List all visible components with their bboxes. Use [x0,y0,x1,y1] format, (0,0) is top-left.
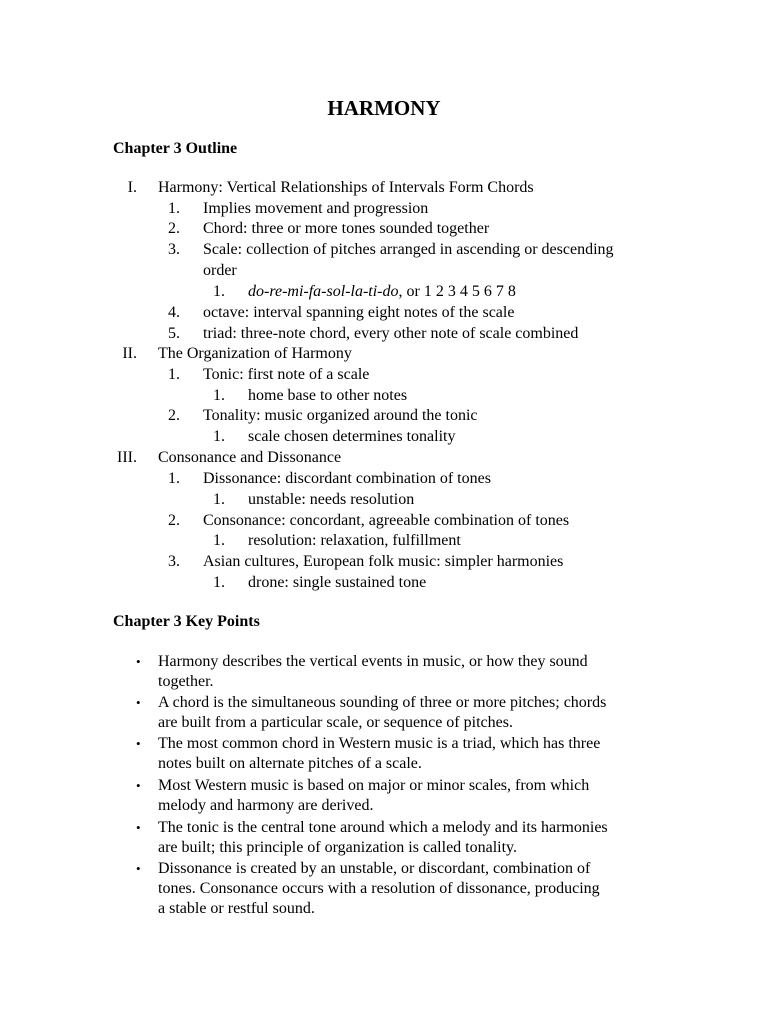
key-point: • The most common chord in Western music is a triad, which has three notes built on alternate pitches of a scale. [136,735,601,772]
page-title: HARMONY [327,96,441,120]
document-page: HARMONY Chapter 3 Outline I. Harmony: Vertical Relationships of Intervals Form Chords 1. Implies movement and progression 2. Chord: three or more tones sounded together 3. Scale: collection of pitches arranged in ascending or descending order 1. do-re-mi-fa-sol-la-ti-do, or 1 2 3 4 5 6 7 8 4. octave: interval spanning eight notes of the scale 5. triad: three-note chord, every other note of scale combined II. The Organization of Harmony 1. Tonic: first note of a scale 1. home base to other notes 2. Tonality: music organized around the tonic 1. scale chosen determines tonality III. Consonance and Dissonance 1. Dissonance: discordant combination of tones 1. unstable: needs resolution 2. Consonance: concordant, agreeable combination of tones 1. resolution: relaxation, fulfillment 3. Asian cultures, European folk music: simpler harmonies 1. drone: single sustained tone Chapter 3 Key Points • Harmony describes the vertical events in music, or how they sound together. • A chord is the simultaneous sounding of three or more pitches; chords are built from a particular scale, or sequence of pitches. • The most common chord in Western music is a triad, which has three notes built on alternate pitches of a scale. • Most Western music is based on major or minor scales, from which melody and harmony are derived. • The tonic is the central tone around which a melody and its harmonies are built; this principle of organization is called tonality. • Dissonance is created by an unstable, or discordant, combination of tones. Consonance occurs with a resolution of dissonance, producing a stable or restful sound. [0,0,768,1024]
key-point: • Most Western music is based on major or minor scales, from which melody and harmony are derived. [136,777,590,814]
key-point: • Harmony describes the vertical events in music, or how they sound together. [136,653,588,690]
outline-heading: Chapter 3 Outline [113,140,238,157]
bullet-icon: • [136,695,141,710]
section-marker: III. [117,449,137,466]
section-text: Harmony: Vertical Relationships of Intervals Form Chords [158,179,534,196]
bullet-icon: • [136,820,141,835]
key-points-heading: Chapter 3 Key Points [113,613,260,630]
key-point: • A chord is the simultaneous sounding of three or more pitches; chords are built from a particular scale, or sequence of pitches. [136,694,607,731]
key-point: • Dissonance is created by an unstable, or discordant, combination of tones. Consonance occurs with a resolution of dissonance, producing a stable or restful sound. [136,860,600,917]
section-marker: I. [127,179,137,196]
bullet-icon: • [136,736,141,751]
key-point: • The tonic is the central tone around which a melody and its harmonies are built; this principle of organization is called tonality. [136,819,608,856]
bullet-icon: • [136,861,141,876]
section-text: Consonance and Dissonance [158,449,342,466]
solfege-syllables: do-re-mi-fa-sol-la-ti-do [248,283,399,300]
bullet-icon: • [136,654,141,669]
bullet-icon: • [136,778,141,793]
section-text: The Organization of Harmony [158,345,352,362]
section-marker: II. [122,345,137,362]
